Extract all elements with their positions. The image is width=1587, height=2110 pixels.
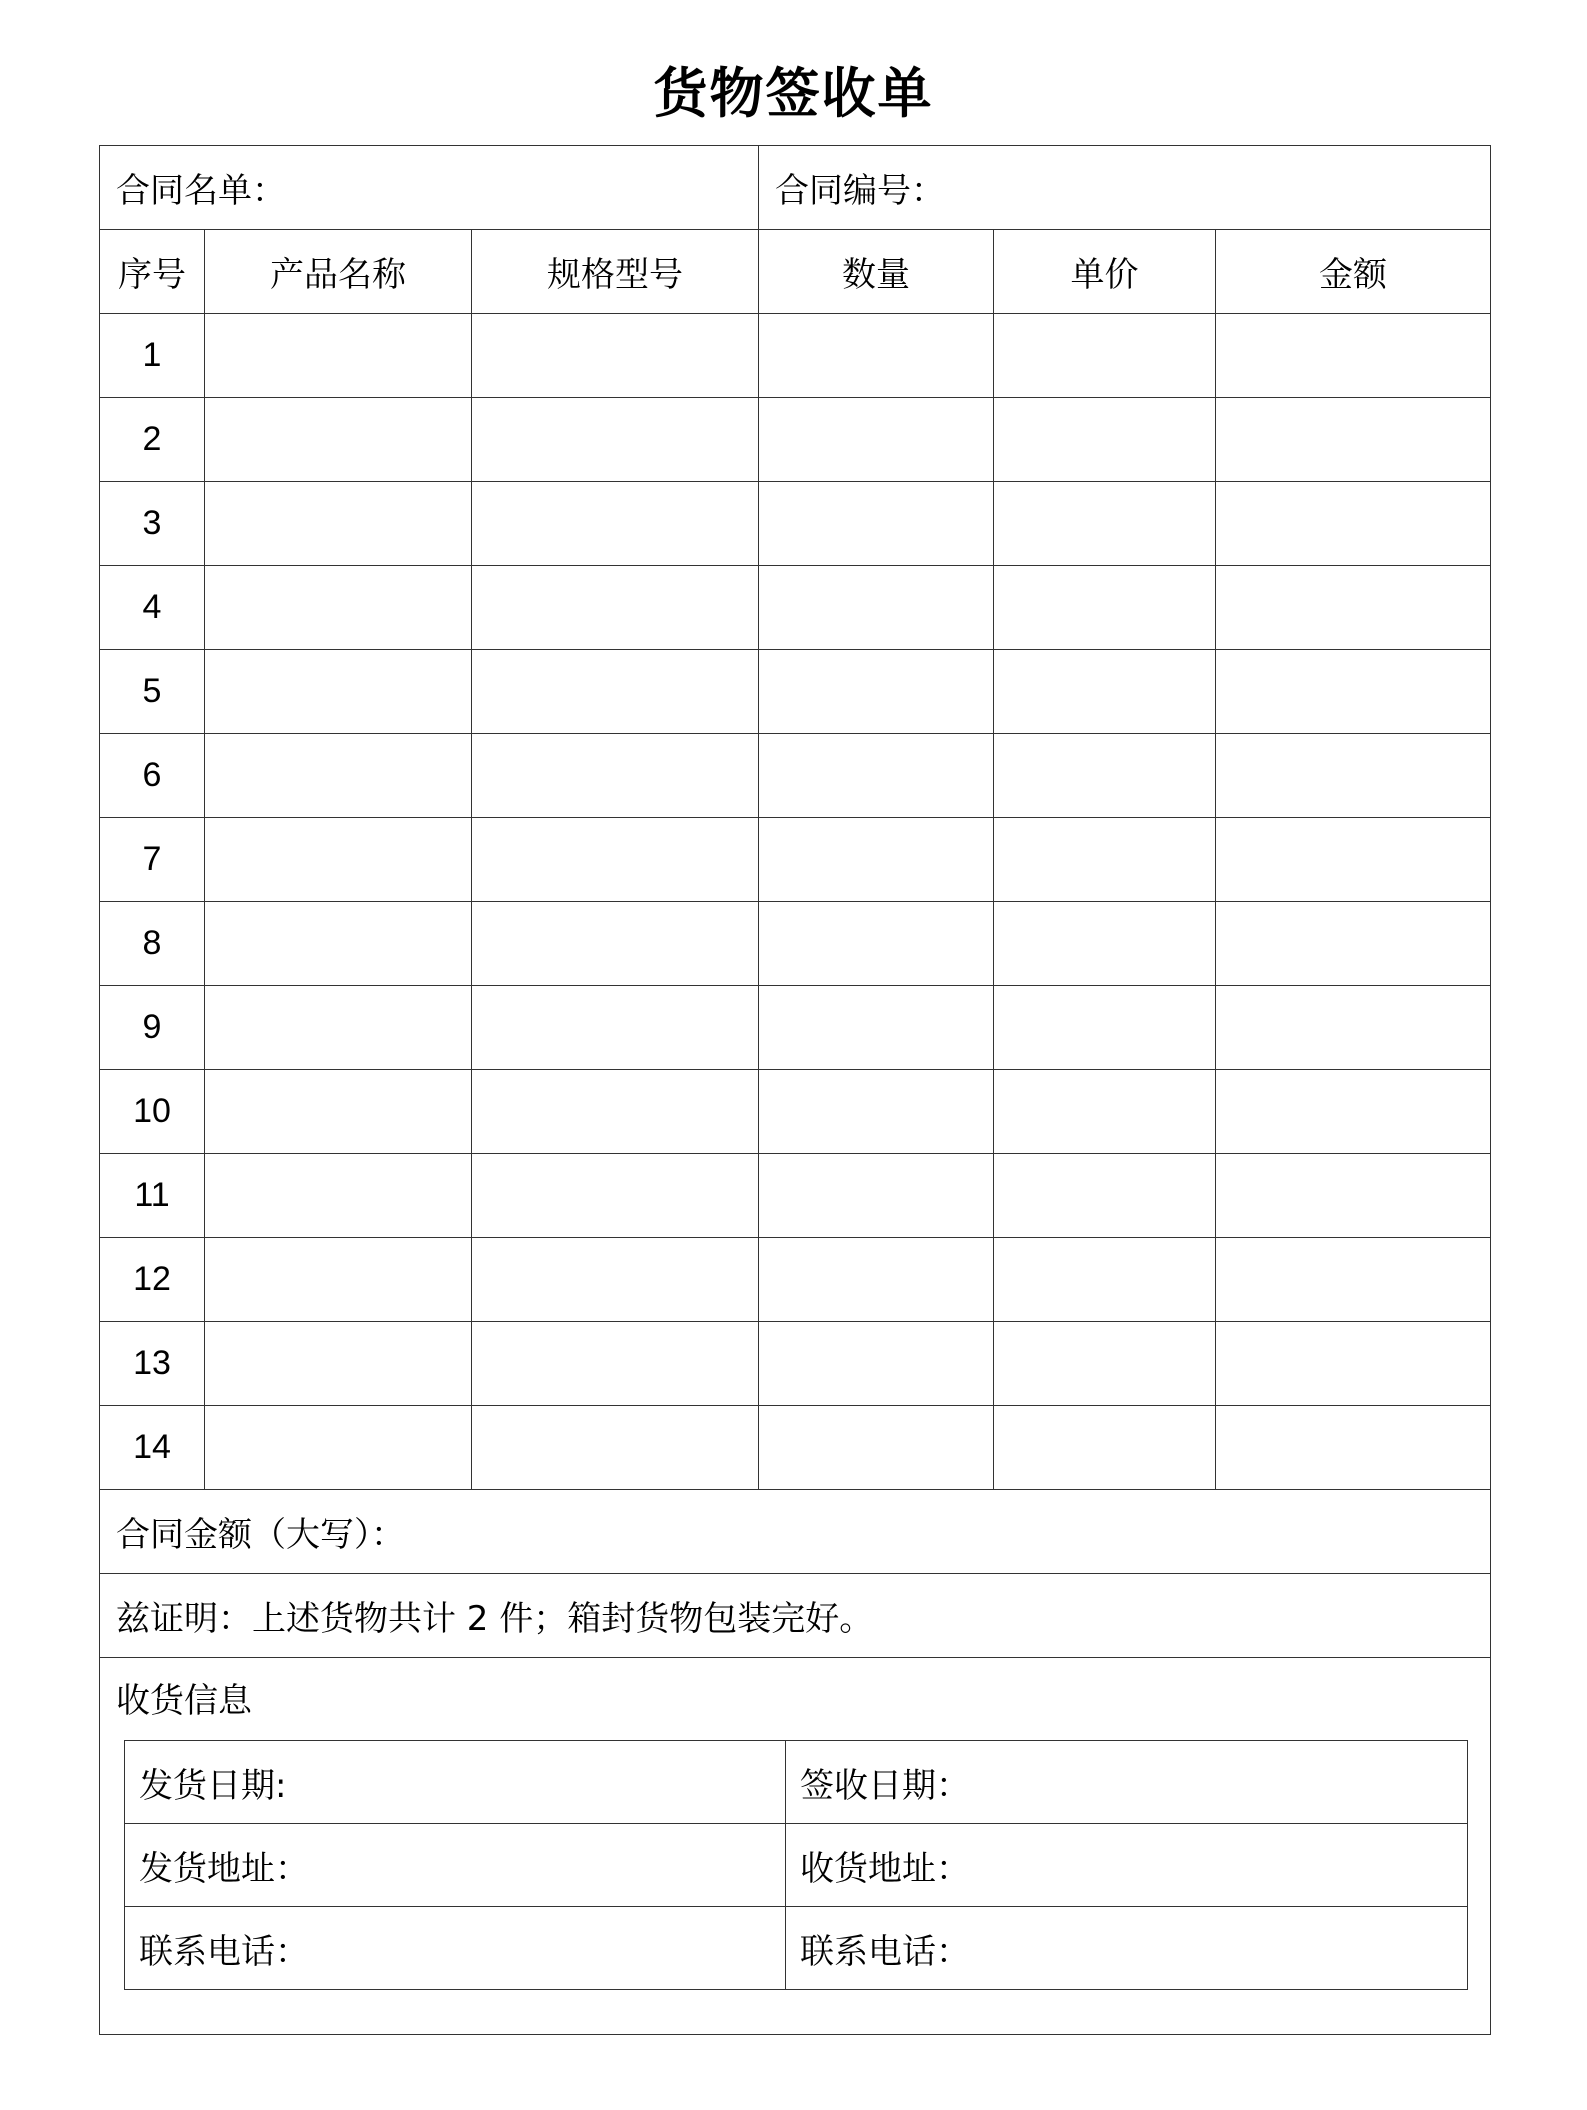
amount-cell[interactable] (1216, 650, 1491, 734)
quantity-cell[interactable] (759, 1070, 994, 1154)
amount-cell[interactable] (1216, 818, 1491, 902)
contract-amount-field[interactable]: 合同金额（大写）： (100, 1490, 1491, 1574)
document-title: 货物签收单 (653, 61, 934, 125)
product-name-cell[interactable] (205, 566, 472, 650)
amount-cell[interactable] (1216, 566, 1491, 650)
amount-cell[interactable] (1216, 1238, 1491, 1322)
unit-price-cell[interactable] (994, 314, 1216, 398)
row-number: 11 (100, 1154, 205, 1238)
unit-price-cell[interactable] (994, 1154, 1216, 1238)
product-name-cell[interactable] (205, 902, 472, 986)
row-number: 4 (100, 566, 205, 650)
product-name-cell[interactable] (205, 818, 472, 902)
amount-cell[interactable] (1216, 482, 1491, 566)
row-number: 3 (100, 482, 205, 566)
product-name-cell[interactable] (205, 734, 472, 818)
column-header-row (100, 230, 1491, 314)
row-number: 9 (100, 986, 205, 1070)
spec-model-cell[interactable] (472, 1406, 759, 1490)
spec-model-cell[interactable] (472, 1154, 759, 1238)
table-row (100, 734, 1491, 818)
spec-model-cell[interactable] (472, 902, 759, 986)
contract-name-field[interactable]: 合同名单： (100, 146, 759, 230)
spec-model-cell[interactable] (472, 650, 759, 734)
amount-cell[interactable] (1216, 902, 1491, 986)
col-header-amount: 金额 (1216, 230, 1491, 314)
table-row (100, 818, 1491, 902)
product-name-cell[interactable] (205, 1154, 472, 1238)
contract-number-field[interactable]: 合同编号： (759, 146, 1491, 230)
unit-price-cell[interactable] (994, 1406, 1216, 1490)
quantity-cell[interactable] (759, 1238, 994, 1322)
quantity-cell[interactable] (759, 314, 994, 398)
receive-address-field[interactable]: 收货地址： (786, 1824, 1468, 1907)
col-header-unit-price: 单价 (994, 230, 1216, 314)
ship-address-field[interactable]: 发货地址： (125, 1824, 786, 1907)
unit-price-cell[interactable] (994, 650, 1216, 734)
table-row (100, 1238, 1491, 1322)
product-name-cell[interactable] (205, 1322, 472, 1406)
table-row (100, 314, 1491, 398)
table-row (100, 986, 1491, 1070)
amount-cell[interactable] (1216, 398, 1491, 482)
quantity-cell[interactable] (759, 1322, 994, 1406)
product-name-cell[interactable] (205, 1406, 472, 1490)
col-header-quantity: 数量 (759, 230, 994, 314)
row-number: 5 (100, 650, 205, 734)
row-number: 14 (100, 1406, 205, 1490)
table-row (100, 482, 1491, 566)
spec-model-cell[interactable] (472, 1238, 759, 1322)
certification-text: 兹证明：上述货物共计 2 件；箱封货物包装完好。 (100, 1574, 1491, 1658)
ship-phone-field[interactable]: 联系电话： (125, 1907, 786, 1990)
receipt-table (99, 145, 1491, 2035)
receipt-info-section (100, 1658, 1491, 2035)
receive-phone-field[interactable]: 联系电话： (786, 1907, 1468, 1990)
row-number: 12 (100, 1238, 205, 1322)
row-number: 13 (100, 1322, 205, 1406)
unit-price-cell[interactable] (994, 818, 1216, 902)
table-row (100, 1322, 1491, 1406)
unit-price-cell[interactable] (994, 398, 1216, 482)
product-name-cell[interactable] (205, 314, 472, 398)
amount-cell[interactable] (1216, 1406, 1491, 1490)
row-number: 8 (100, 902, 205, 986)
spec-model-cell[interactable] (472, 986, 759, 1070)
quantity-cell[interactable] (759, 818, 994, 902)
product-name-cell[interactable] (205, 986, 472, 1070)
table-row (100, 1154, 1491, 1238)
spec-model-cell[interactable] (472, 734, 759, 818)
product-name-cell[interactable] (205, 482, 472, 566)
row-number: 2 (100, 398, 205, 482)
table-row (100, 398, 1491, 482)
sign-date-field[interactable]: 签收日期： (786, 1741, 1468, 1824)
table-row (100, 1406, 1491, 1490)
spec-model-cell[interactable] (472, 398, 759, 482)
quantity-cell[interactable] (759, 986, 994, 1070)
unit-price-cell[interactable] (994, 482, 1216, 566)
quantity-cell[interactable] (759, 1154, 994, 1238)
amount-cell[interactable] (1216, 1322, 1491, 1406)
row-number: 6 (100, 734, 205, 818)
unit-price-cell[interactable] (994, 566, 1216, 650)
unit-price-cell[interactable] (994, 734, 1216, 818)
table-row (100, 650, 1491, 734)
quantity-cell[interactable] (759, 566, 994, 650)
spec-model-cell[interactable] (472, 314, 759, 398)
unit-price-cell[interactable] (994, 1322, 1216, 1406)
col-header-seq: 序号 (100, 230, 205, 314)
receipt-info-table (124, 1740, 1468, 1990)
spec-model-cell[interactable] (472, 818, 759, 902)
row-number: 10 (100, 1070, 205, 1154)
table-row (100, 566, 1491, 650)
unit-price-cell[interactable] (994, 1070, 1216, 1154)
ship-date-field[interactable]: 发货日期: (125, 1741, 786, 1824)
quantity-cell[interactable] (759, 650, 994, 734)
quantity-cell[interactable] (759, 734, 994, 818)
col-header-spec-model: 规格型号 (472, 230, 759, 314)
row-number: 7 (100, 818, 205, 902)
spec-model-cell[interactable] (472, 1070, 759, 1154)
product-name-cell[interactable] (205, 1070, 472, 1154)
row-number: 1 (100, 314, 205, 398)
col-header-product-name: 产品名称 (205, 230, 472, 314)
table-row (100, 1070, 1491, 1154)
unit-price-cell[interactable] (994, 902, 1216, 986)
quantity-cell[interactable] (759, 398, 994, 482)
product-name-cell[interactable] (205, 398, 472, 482)
quantity-cell[interactable] (759, 482, 994, 566)
unit-price-cell[interactable] (994, 986, 1216, 1070)
amount-cell[interactable] (1216, 1070, 1491, 1154)
amount-cell[interactable] (1216, 314, 1491, 398)
quantity-cell[interactable] (759, 902, 994, 986)
product-name-cell[interactable] (205, 1238, 472, 1322)
quantity-cell[interactable] (759, 1406, 994, 1490)
amount-cell[interactable] (1216, 1154, 1491, 1238)
spec-model-cell[interactable] (472, 482, 759, 566)
spec-model-cell[interactable] (472, 1322, 759, 1406)
table-row (100, 902, 1491, 986)
spec-model-cell[interactable] (472, 566, 759, 650)
amount-cell[interactable] (1216, 986, 1491, 1070)
receipt-info-title: 收货信息 (116, 1681, 252, 1721)
amount-cell[interactable] (1216, 734, 1491, 818)
product-name-cell[interactable] (205, 650, 472, 734)
unit-price-cell[interactable] (994, 1238, 1216, 1322)
